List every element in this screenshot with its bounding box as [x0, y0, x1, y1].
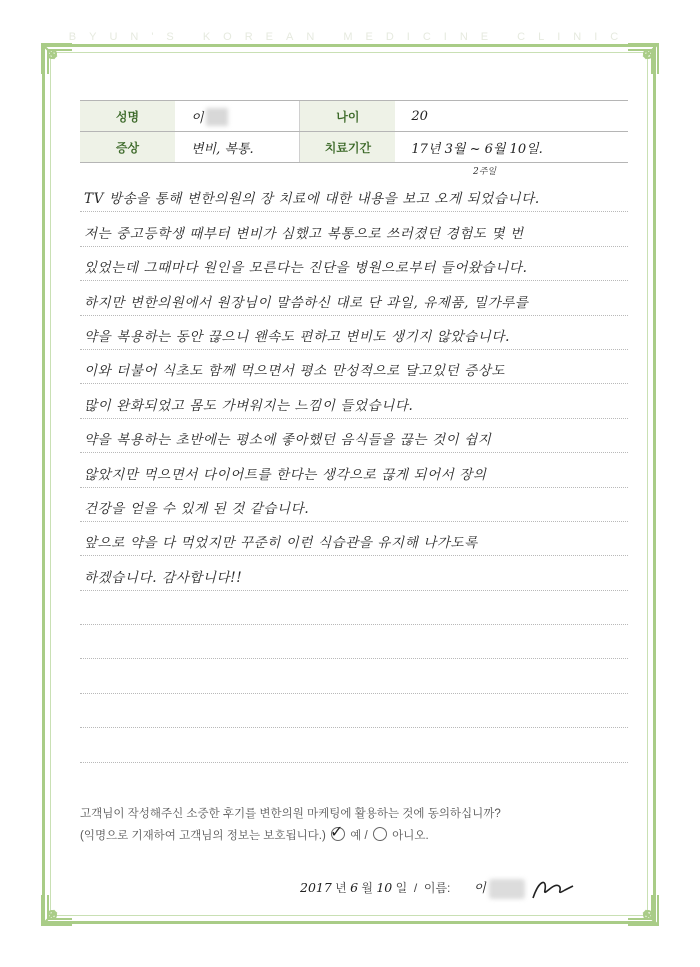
review-lines [80, 178, 628, 763]
review-line [80, 728, 628, 762]
year-label: 년 [335, 881, 347, 896]
review-line [80, 625, 628, 659]
review-line [80, 591, 628, 625]
review-line [80, 384, 628, 418]
patient-info-table [80, 100, 628, 163]
consent-section [80, 803, 501, 847]
review-line-text: 건강을 얻을 수 있게 된 것 같습니다. [84, 500, 310, 517]
consent-question: 고객님이 작성해주신 소중한 후기를 변한의원 마케팅에 활용하는 것에 동의하십니까? [80, 808, 501, 820]
review-line [80, 488, 628, 522]
review-line [80, 419, 628, 453]
review-line-text: 앞으로 약을 다 먹었지만 꾸준히 이런 식습관을 유지해 나가도록 [84, 535, 478, 552]
period-sub-note: 2주일 [473, 167, 497, 177]
review-line [80, 694, 628, 728]
yes-label: 예 [350, 830, 362, 842]
clinic-brand-watermark: BYUN'S KOREAN MEDICINE CLINIC [68, 31, 632, 43]
age-value: 20 [395, 101, 628, 132]
review-line-text: 약을 복용하는 동안 끊으니 왠속도 편하고 변비도 생기지 않았습니다. [84, 328, 510, 345]
review-line-text: 저는 중고등학생 때부터 변비가 심했고 복통으로 쓰러졌던 경험도 몇 번 [84, 225, 524, 242]
review-line [80, 556, 628, 590]
period-value: 17년 3월 ~ 6월 10일. [395, 132, 628, 163]
signature-name: 이 [473, 880, 486, 896]
redacted-name [206, 108, 228, 126]
review-line [80, 453, 628, 487]
review-line [80, 247, 628, 281]
name-field-label: 이름: [423, 881, 451, 896]
year-value: 2017 [300, 880, 332, 896]
review-line-text: 있었는데 그때마다 원인을 모른다는 진단을 병원으로부터 들어왔습니다. [84, 260, 528, 277]
signature-scribble-icon [529, 876, 575, 902]
redacted-signature-name [489, 879, 525, 899]
month-label: 월 [361, 881, 373, 896]
corner-ornament-icon [626, 893, 660, 927]
review-line-text: 하지만 변한의원에서 원장님이 말씀하신 대로 단 과일, 유제품, 밀가루를 [84, 294, 529, 311]
month-value: 6 [350, 880, 359, 896]
no-label: 아니오. [392, 830, 429, 842]
name-label: 성명 [80, 101, 175, 132]
corner-ornament-icon [626, 42, 660, 76]
review-line [80, 350, 628, 384]
name-value: 이 [175, 101, 300, 132]
check-mark-icon: ✓ [330, 822, 344, 841]
corner-ornament-icon [40, 42, 74, 76]
consent-answer-row [80, 822, 501, 847]
age-label: 나이 [300, 101, 396, 132]
review-line [80, 659, 628, 693]
day-label: 일 [395, 881, 408, 896]
review-line [80, 522, 628, 556]
no-radio[interactable] [373, 827, 387, 841]
info-row [80, 132, 628, 163]
info-row [80, 101, 628, 132]
consent-divider: / [364, 830, 368, 842]
period-label: 치료기간 [300, 132, 396, 163]
review-line [80, 178, 628, 212]
consent-note: (익명으로 기재하여 고객님의 정보는 보호됩니다.) [80, 830, 326, 842]
yes-radio[interactable] [330, 822, 345, 841]
symptom-value: 변비, 복통. [175, 132, 300, 163]
review-line-text: 하겠습니다. 감사합니다!! [84, 569, 243, 586]
review-line-text: TV 방송을 통해 변한의원의 장 치료에 대한 내용을 보고 오게 되었습니다. [84, 191, 540, 208]
review-line [80, 281, 628, 315]
day-value: 10 [376, 880, 393, 896]
review-line-text: 많이 완화되었고 몸도 가벼워지는 느낌이 들었습니다. [84, 397, 414, 414]
review-line [80, 212, 628, 246]
corner-ornament-icon [40, 893, 74, 927]
signature-divider: / [413, 881, 418, 896]
signature-row [300, 876, 575, 902]
symptom-label: 증상 [80, 132, 175, 163]
review-line-text: 이와 더불어 식초도 함께 먹으면서 평소 만성적으로 달고있던 증상도 [84, 363, 506, 380]
review-line [80, 316, 628, 350]
review-line-text: 약을 복용하는 초반에는 평소에 좋아했던 음식들을 끊는 것이 쉽지 [84, 432, 492, 449]
review-line-text: 않았지만 먹으면서 다이어트를 한다는 생각으로 끊게 되어서 장의 [84, 466, 487, 483]
